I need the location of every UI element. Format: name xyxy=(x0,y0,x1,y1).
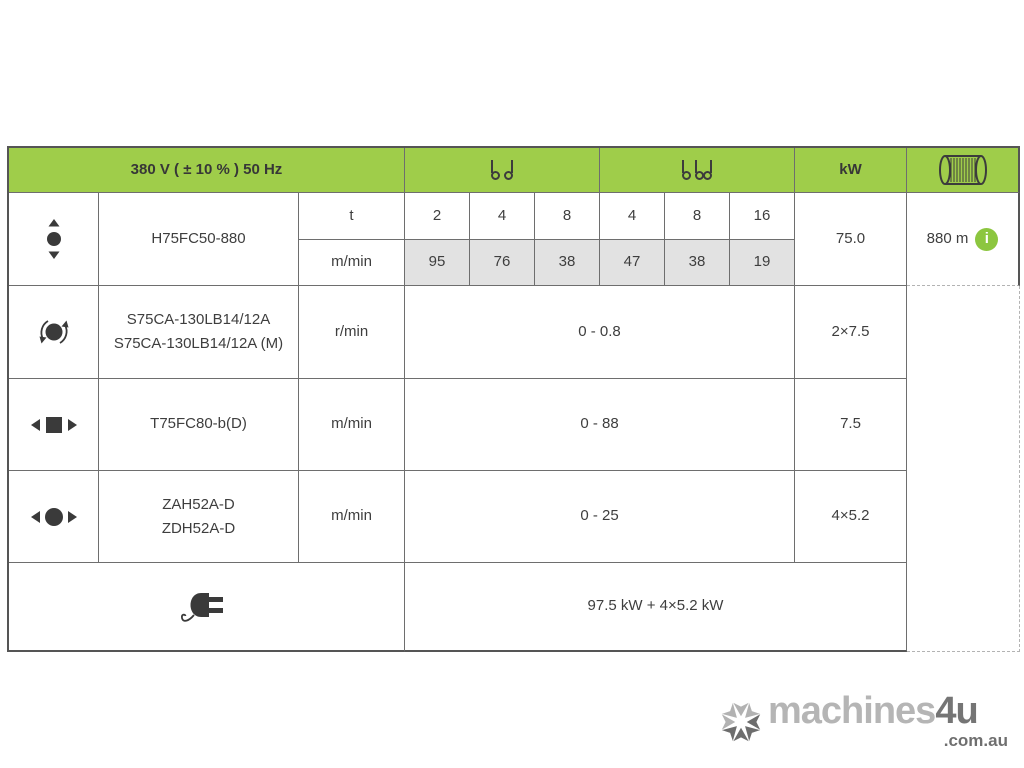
hoist-speed-value: 76 xyxy=(470,240,535,286)
hoist-load-value: 2 xyxy=(405,193,470,240)
watermark-domain: .com.au xyxy=(943,731,1008,750)
machines4u-star-logo-icon xyxy=(716,696,766,748)
watermark xyxy=(716,690,1012,762)
hoist-up-down-icon xyxy=(9,193,99,286)
slewing-model-line2: S75CA-130LB14/12A (M) xyxy=(113,335,284,352)
hoist-speed-value: 19 xyxy=(730,240,795,286)
watermark-brand-main: machines xyxy=(768,690,936,732)
hoist-load-unit: t xyxy=(299,193,405,240)
total-power: 97.5 kW + 4×5.2 kW xyxy=(405,563,907,652)
trolley-model: T75FC80-b(D) xyxy=(99,379,299,471)
watermark-brand xyxy=(768,690,978,733)
watermark-brand-suffix: 4u xyxy=(935,690,978,732)
hoist-load-value: 16 xyxy=(730,193,795,240)
slewing-unit: r/min xyxy=(299,286,405,379)
travel-model-line1: ZAH52A-D xyxy=(162,495,235,513)
travel-range: 0 - 25 xyxy=(405,471,795,563)
specification-table xyxy=(7,146,1020,652)
power-plug-icon xyxy=(9,563,405,652)
slewing-range: 0 - 0.8 xyxy=(405,286,795,379)
slewing-rotation-icon xyxy=(9,286,99,379)
travel-model-line2: ZDH52A-D xyxy=(161,519,236,537)
info-icon[interactable]: i xyxy=(975,228,998,251)
cable-drum-icon xyxy=(907,148,1020,193)
hook-reeving-2-falls-icon xyxy=(405,148,600,193)
hoist-speed-value: 38 xyxy=(665,240,730,286)
cable-length-cell xyxy=(907,193,1020,286)
hoist-model: H75FC50-880 xyxy=(99,193,299,286)
trolley-power: 7.5 xyxy=(795,379,907,471)
slewing-power: 2×7.5 xyxy=(795,286,907,379)
travel-power: 4×5.2 xyxy=(795,471,907,563)
trolley-unit: m/min xyxy=(299,379,405,471)
travel-model xyxy=(99,471,299,563)
slewing-model-line1: S75CA-130LB14/12A xyxy=(126,311,271,328)
slewing-model xyxy=(99,286,299,379)
trolley-travel-icon xyxy=(9,379,99,471)
hoist-speed-value: 47 xyxy=(600,240,665,286)
hoist-load-value: 4 xyxy=(600,193,665,240)
hoist-load-value: 8 xyxy=(665,193,730,240)
trolley-range: 0 - 88 xyxy=(405,379,795,471)
crane-travel-icon xyxy=(9,471,99,563)
power-unit-header: kW xyxy=(795,148,907,193)
hoist-load-value: 4 xyxy=(470,193,535,240)
empty-dashed-cell xyxy=(907,286,1020,652)
voltage-header: 380 V ( ± 10 % ) 50 Hz xyxy=(9,148,405,193)
hoist-speed-value: 95 xyxy=(405,240,470,286)
travel-unit: m/min xyxy=(299,471,405,563)
hoist-speed-unit: m/min xyxy=(299,240,405,286)
hoist-load-value: 8 xyxy=(535,193,600,240)
hoist-speed-value: 38 xyxy=(535,240,600,286)
cable-length-value: 880 m xyxy=(926,229,969,247)
hook-reeving-4-falls-icon xyxy=(600,148,795,193)
hoist-power: 75.0 xyxy=(795,193,907,286)
